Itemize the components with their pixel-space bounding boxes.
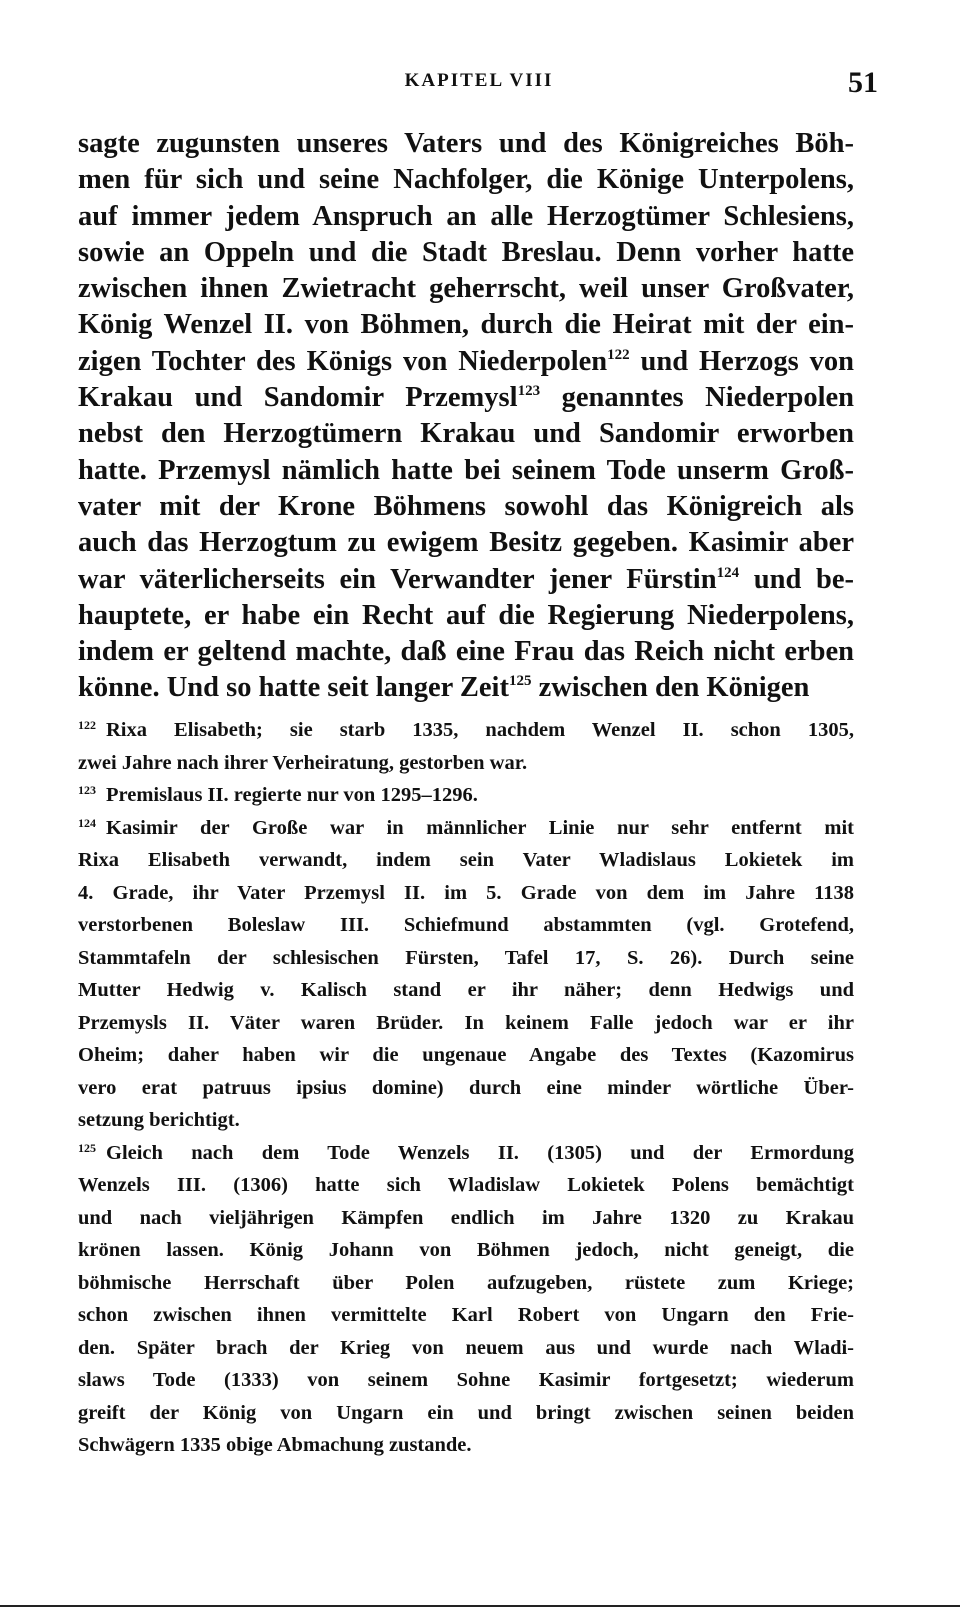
body-line-text: zigen Tochter des Königs von Niederpolen: [78, 345, 608, 377]
footnote-line: [78, 942, 854, 975]
footnote: [78, 779, 854, 812]
footnote-line: [78, 812, 854, 845]
footnote-text: Stammtafeln der schlesischen Fürsten, Tafel 17, S. 26). Durch seine: [78, 946, 854, 969]
footnote-text: Oheim; daher haben wir die ungenaue Angabe des Textes (Kazomirus: [78, 1044, 854, 1066]
footnote-text: Schwägern 1335 obige Abmachung zustande.: [78, 1434, 472, 1456]
body-line: nebst den Herzogtümern Krakau und Sandomir erworben: [78, 418, 854, 450]
footnote-text: Rixa Elisabeth verwandt, indem sein Vater Wladislaus Lokietek im: [78, 849, 854, 871]
footnote-text: Gleich nach dem Tode Wenzels II. (1305) und der Ermordung: [106, 1141, 854, 1164]
footnote-line: [78, 1169, 854, 1202]
body-line-text: war väterlicherseits ein Verwandter jener Fürstin: [78, 563, 717, 595]
footnote-number: 123: [78, 783, 96, 797]
footnote-line: [78, 1364, 854, 1397]
footnote-number: 122: [78, 718, 96, 732]
footnote-text: den. Später brach der Krieg von neuem aus und wurde nach Wladi-: [78, 1336, 854, 1359]
footnote-number: 124: [78, 815, 96, 830]
footnote-line: [78, 909, 854, 942]
footnote-text: verstorbenen Boleslaw III. Schiefmund abstammten (vgl. Grotefend,: [78, 914, 854, 936]
footnote-text: Przemysls II. Väter waren Brüder. In keinem Falle jedoch war er ihr: [78, 1011, 854, 1034]
body-line: auf immer jedem Anspruch an alle Herzogtümer Schlesiens,: [78, 200, 854, 232]
body-line: hauptete, er habe ein Recht auf die Regierung Niederpolens,: [78, 599, 854, 631]
footnote-text: schon zwischen ihnen vermittelte Karl Robert von Ungarn den Frie-: [78, 1304, 854, 1326]
body-line: zwischen ihnen Zwietracht geherrscht, weil unser Großvater,: [78, 273, 854, 305]
footnote-reference: 123: [517, 383, 541, 400]
footnote-line: [78, 1072, 854, 1105]
body-line-text: und be-: [739, 563, 854, 595]
body-line-text: genanntes Niederpolen: [540, 382, 854, 414]
footnote-line: [78, 1104, 854, 1137]
page-bottom-edge: [0, 1605, 960, 1607]
footnote-line: [78, 1299, 854, 1332]
footnote-text: vero erat patruus ipsius domine) durch eine minder wörtliche Über-: [78, 1076, 854, 1099]
footnote-line: [78, 1397, 854, 1430]
body-line: hatte. Przemysl nämlich hatte bei seinem Tode unserm Groß-: [78, 454, 854, 486]
footnotes: [78, 714, 854, 1462]
body-line-text: könne. Und so hatte seit langer Zeit: [78, 672, 509, 704]
body-line: König Wenzel II. von Böhmen, durch die Heirat mit der ein-: [78, 309, 854, 341]
footnote-line: [78, 1202, 854, 1235]
footnote-text: krönen lassen. König Johann von Böhmen jedoch, nicht geneigt, die: [78, 1239, 854, 1261]
footnote-text: 4. Grade, ihr Vater Przemysl II. im 5. Grade von dem im Jahre 1138: [78, 881, 854, 904]
body-line: [78, 380, 854, 416]
footnote-line: [78, 1267, 854, 1300]
footnote-text: Rixa Elisabeth; sie starb 1335, nachdem Wenzel II. schon 1305,: [106, 719, 854, 741]
body-line: [78, 562, 854, 598]
page-number: 51: [848, 66, 878, 99]
footnote-line: [78, 1429, 854, 1462]
body-line: vater mit der Krone Böhmens sowohl das Königreich als: [78, 490, 854, 522]
footnote-text: Premislaus II. regierte nur von 1295–1296.: [106, 784, 478, 806]
body-line: auch das Herzogtum zu ewigem Besitz gegeben. Kasimir aber: [78, 527, 854, 559]
footnote-text: böhmische Herrschaft über Polen aufzugeben, rüstete zum Kriege;: [78, 1271, 854, 1294]
footnote: [78, 812, 854, 1137]
body-line-text: Krakau und Sandomir Przemysl: [78, 382, 518, 414]
footnote: [78, 1137, 854, 1462]
body-line: indem er geltend machte, daß eine Frau das Reich nicht erben: [78, 636, 854, 668]
footnote-line: [78, 714, 854, 747]
footnote-reference: 124: [716, 564, 740, 581]
footnote-text: greift der König von Ungarn ein und bringt zwischen seinen beiden: [78, 1401, 854, 1424]
footnote-line: [78, 1137, 854, 1170]
footnote-reference: 122: [607, 346, 630, 363]
footnote-line: [78, 779, 854, 812]
body-line-text: und Herzogs von: [629, 345, 854, 377]
body-line: sagte zugunsten unseres Vaters und des Königreiches Böh-: [78, 128, 854, 159]
footnote-line: [78, 1007, 854, 1040]
body-line: [78, 344, 854, 380]
footnote-line: [78, 1234, 854, 1267]
footnote-line: [78, 747, 854, 780]
main-text: [78, 126, 854, 707]
body-line: sowie an Oppeln und die Stadt Breslau. Denn vorher hatte: [78, 236, 854, 268]
footnote-text: und nach vieljährigen Kämpfen endlich im Jahre 1320 zu Krakau: [78, 1206, 854, 1229]
footnote-line: [78, 1039, 854, 1072]
footnote-line: [78, 974, 854, 1007]
body-line: [78, 670, 854, 706]
page-header: [78, 66, 880, 110]
footnote-line: [78, 877, 854, 910]
body-line-text: zwischen den Königen: [531, 672, 810, 704]
footnote-text: Kasimir der Große war in männlicher Linie nur sehr entfernt mit: [106, 816, 854, 839]
footnote-reference: 125: [508, 673, 532, 690]
footnote-text: Mutter Hedwig v. Kalisch stand er ihr näher; denn Hedwigs und: [78, 979, 854, 1001]
running-head: KAPITEL VIII: [404, 70, 554, 91]
footnote-line: [78, 1332, 854, 1365]
footnote-text: zwei Jahre nach ihrer Verheiratung, gestorben war.: [78, 751, 528, 774]
footnote-text: Wenzels III. (1306) hatte sich Wladislaw Lokietek Polens bemächtigt: [78, 1174, 854, 1196]
footnote: [78, 714, 854, 779]
footnote-text: slaws Tode (1333) von seinem Sohne Kasimir fortgesetzt; wiederum: [78, 1369, 854, 1391]
body-line: men für sich und seine Nachfolger, die Könige Unterpolens,: [78, 164, 854, 196]
footnote-line: [78, 844, 854, 877]
footnote-text: setzung berichtigt.: [78, 1109, 240, 1131]
footnote-number: 125: [78, 1140, 96, 1155]
